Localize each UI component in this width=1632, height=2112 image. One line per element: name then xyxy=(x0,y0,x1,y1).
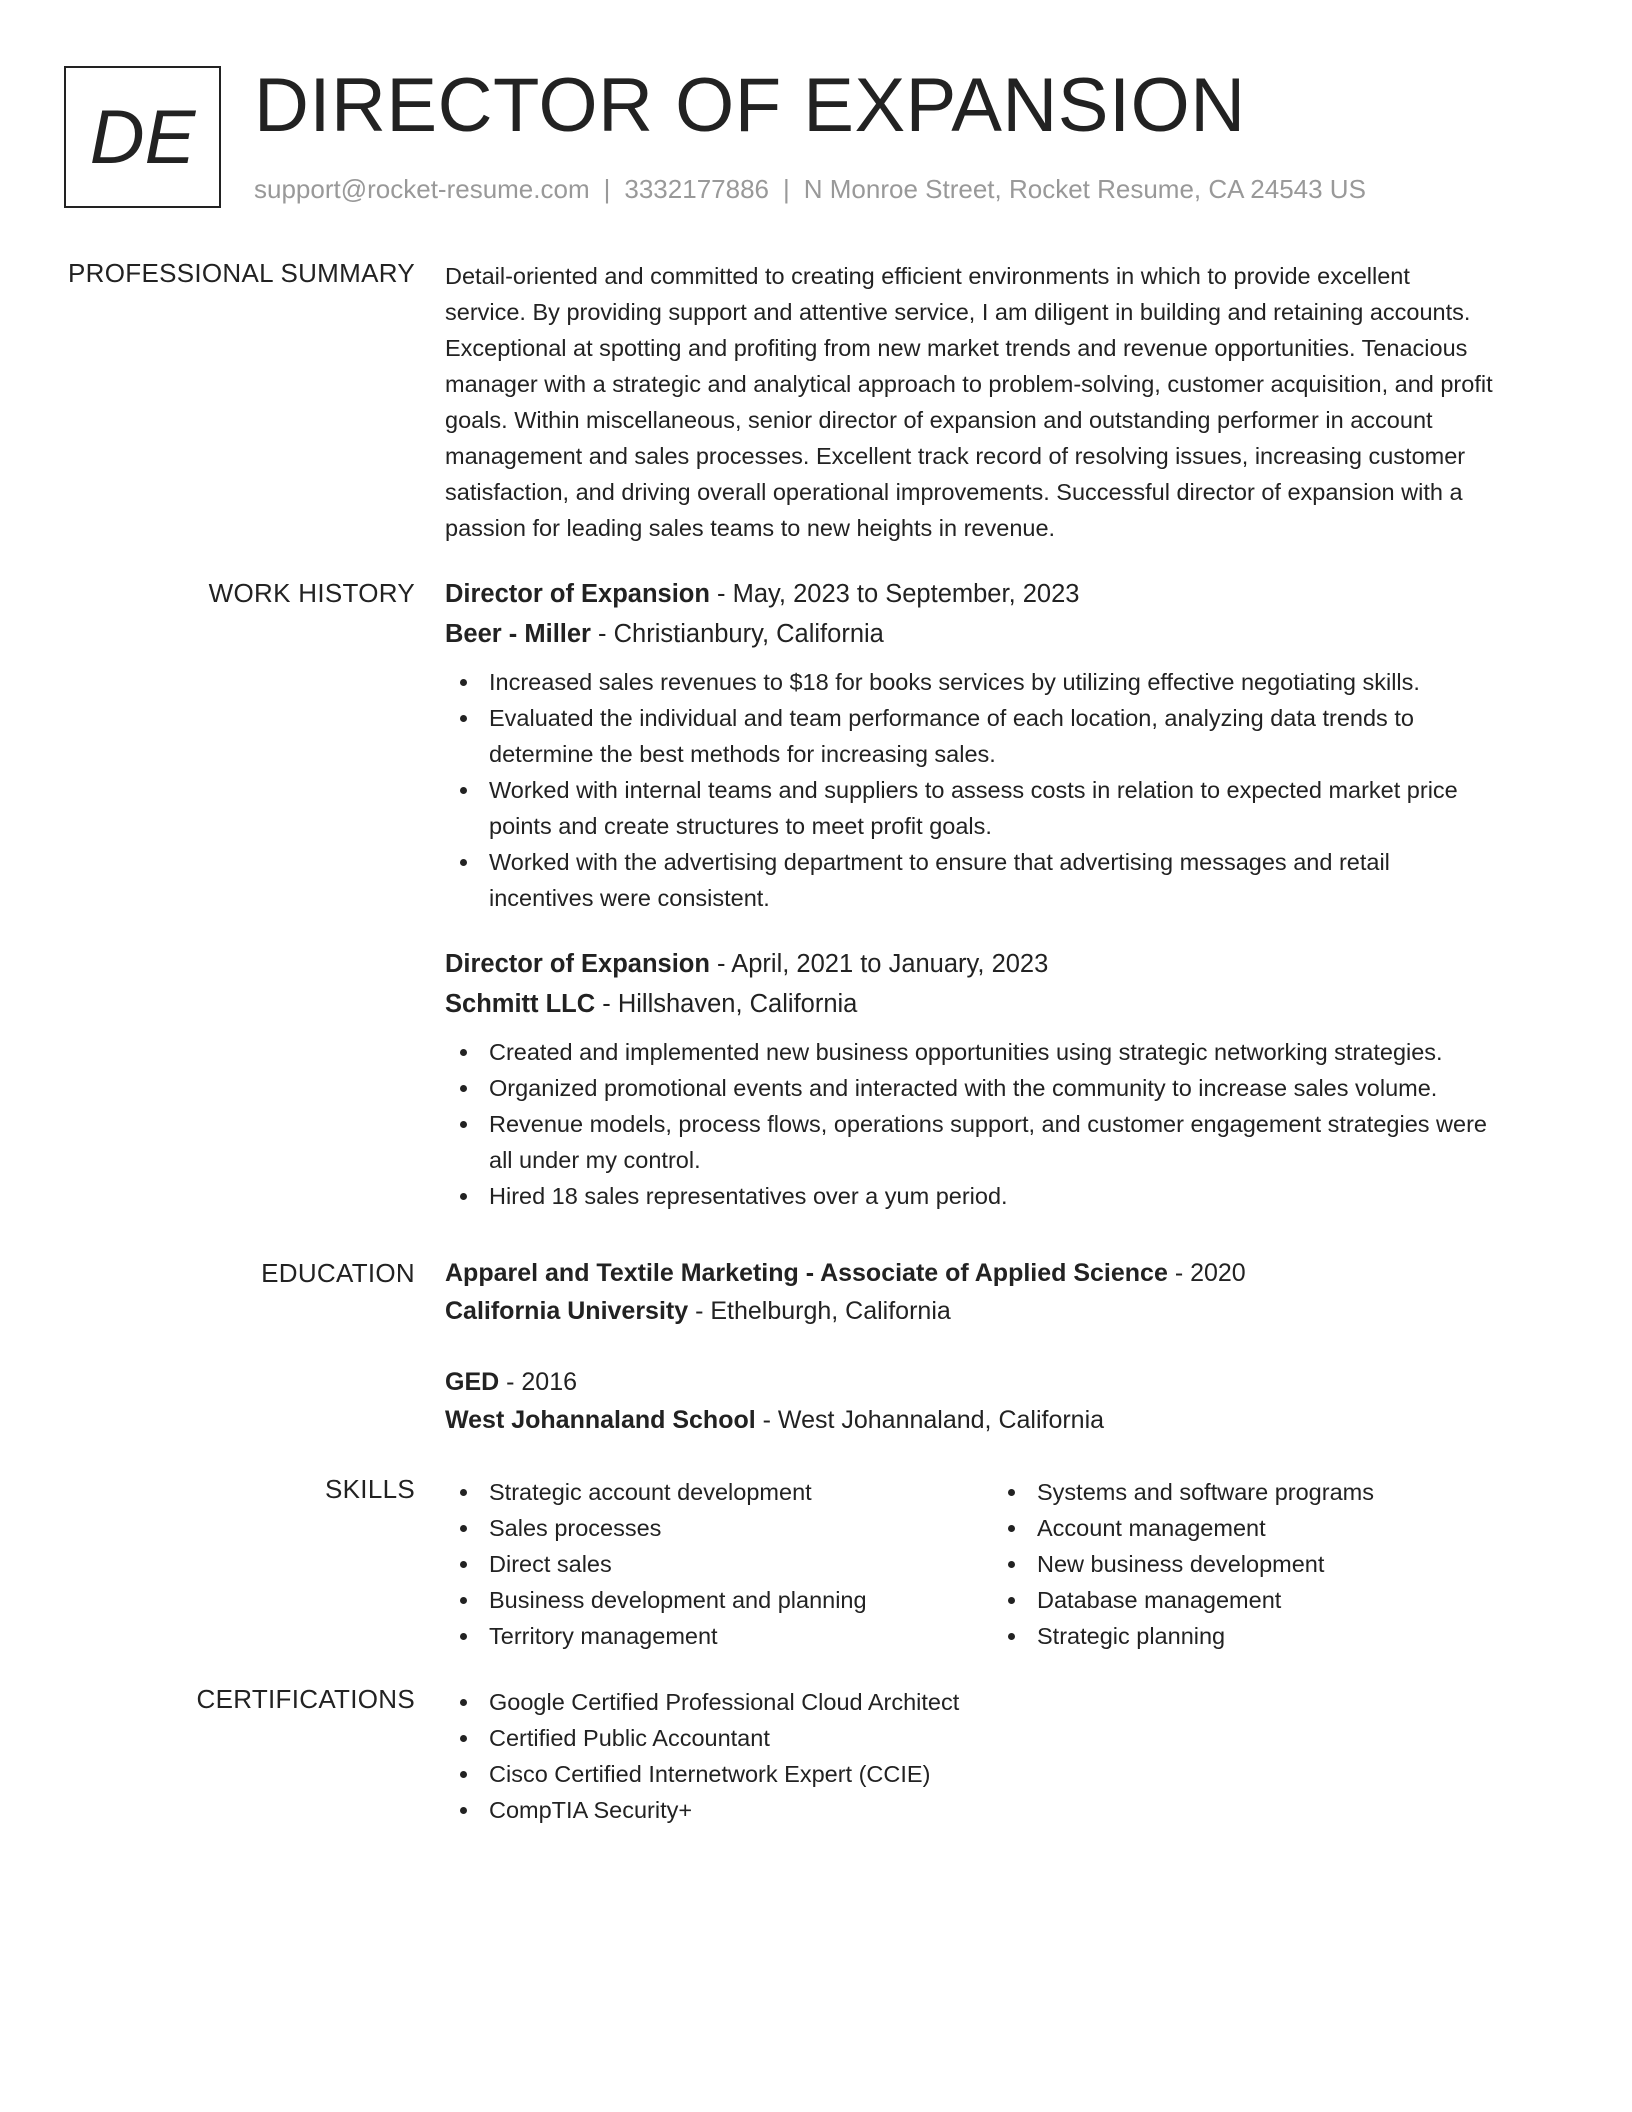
job-company: Schmitt LLC xyxy=(445,990,596,1018)
education-entry xyxy=(445,1363,1565,1439)
bullet-text: points and create structures to meet profit goals. xyxy=(489,813,992,839)
bullet-text: Created and implemented new business opportunities using strategic networking strategies. xyxy=(489,1039,1443,1065)
bullet-text: determine the best methods for increasing sales. xyxy=(489,741,996,767)
list-item: Strategic account development xyxy=(445,1474,993,1510)
summary-heading: PROFESSIONAL SUMMARY xyxy=(68,258,415,288)
summary-line: passion for leading sales teams to new heights in revenue. xyxy=(445,515,1056,541)
degree-line xyxy=(445,1254,1565,1292)
list-item xyxy=(445,1070,1565,1106)
certifications-body xyxy=(445,1684,1565,1828)
list-item: Business development and planning xyxy=(445,1582,993,1618)
contact-address: N Monroe Street, Rocket Resume, CA 24543 US xyxy=(803,174,1366,204)
list-item: Cisco Certified Internetwork Expert (CCIE) xyxy=(445,1756,1565,1792)
job-location: - Christianbury, California xyxy=(590,620,884,648)
skills-heading: SKILLS xyxy=(325,1474,415,1504)
list-item: Territory management xyxy=(445,1618,993,1654)
job-title: Director of Expansion xyxy=(445,950,710,978)
education-heading: EDUCATION xyxy=(261,1258,415,1288)
school: West Johannaland School xyxy=(445,1406,756,1434)
list-item: Sales processes xyxy=(445,1510,993,1546)
school-location: - West Johannaland, California xyxy=(755,1406,1105,1434)
summary-line: service. By providing support and attentive service, I am diligent in building and retaining accounts. xyxy=(445,299,1471,325)
work-history-body xyxy=(445,574,1565,1214)
resume-header xyxy=(64,63,1584,210)
education-entry xyxy=(445,1254,1565,1330)
bullet-text: Evaluated the individual and team performance of each location, analyzing data trends to xyxy=(489,705,1414,731)
work-history-heading: WORK HISTORY xyxy=(208,578,415,608)
job-company-line xyxy=(445,984,1565,1024)
skills-list-right xyxy=(993,1474,1541,1654)
job-title-line xyxy=(445,944,1565,984)
certifications-heading: CERTIFICATIONS xyxy=(196,1684,415,1714)
list-item xyxy=(445,664,1565,700)
monogram-logo: DE xyxy=(64,66,221,208)
list-item: Strategic planning xyxy=(993,1618,1541,1654)
bullet-text: Hired 18 sales representatives over a yum period. xyxy=(489,1183,1008,1209)
bullet-text: all under my control. xyxy=(489,1147,701,1173)
list-item: New business development xyxy=(993,1546,1541,1582)
page-title: DIRECTOR OF EXPANSION xyxy=(254,63,1246,148)
list-item xyxy=(445,700,1565,772)
school-line xyxy=(445,1401,1565,1439)
list-item: Account management xyxy=(993,1510,1541,1546)
summary-line: satisfaction, and driving overall operational improvements. Successful director of expansion with a xyxy=(445,479,1463,505)
job-title: Director of Expansion xyxy=(445,580,710,608)
job-entry xyxy=(445,944,1565,1214)
summary-line: Exceptional at spotting and profiting from new market trends and revenue opportunities. Tenacious xyxy=(445,335,1468,361)
certifications-list xyxy=(445,1684,1565,1828)
contact-separator: | xyxy=(603,174,611,204)
job-entry xyxy=(445,574,1565,916)
bullet-text: Organized promotional events and interacted with the community to increase sales volume. xyxy=(489,1075,1438,1101)
list-item xyxy=(445,1034,1565,1070)
degree-line xyxy=(445,1363,1565,1401)
list-item: Google Certified Professional Cloud Architect xyxy=(445,1684,1565,1720)
bullet-text: Increased sales revenues to $18 for books services by utilizing effective negotiating skills. xyxy=(489,669,1420,695)
summary-line: management and sales processes. Excellent track record of resolving issues, increasing customer xyxy=(445,443,1466,469)
summary-text xyxy=(445,258,1565,546)
degree: Apparel and Textile Marketing - Associate of Applied Science xyxy=(445,1259,1168,1287)
contact-separator: | xyxy=(783,174,790,204)
school-line xyxy=(445,1292,1565,1330)
list-item: CompTIA Security+ xyxy=(445,1792,1565,1828)
list-item xyxy=(445,1178,1565,1214)
list-item xyxy=(445,844,1565,916)
job-location: - Hillshaven, California xyxy=(595,990,858,1018)
bullet-text: Worked with the advertising department to ensure that advertising messages and retail xyxy=(489,849,1390,875)
list-item xyxy=(445,772,1565,844)
summary-line: goals. Within miscellaneous, senior director of expansion and outstanding performer in account xyxy=(445,407,1433,433)
school: California University xyxy=(445,1297,689,1325)
job-bullets xyxy=(445,1034,1565,1214)
list-item: Direct sales xyxy=(445,1546,993,1582)
list-item xyxy=(445,1106,1565,1178)
job-company: Beer - Miller xyxy=(445,620,591,648)
degree-year: - 2020 xyxy=(1167,1259,1246,1287)
job-bullets xyxy=(445,664,1565,916)
contact-line xyxy=(254,174,1366,205)
list-item: Systems and software programs xyxy=(993,1474,1541,1510)
bullet-text: Revenue models, process flows, operations support, and customer engagement strategies were xyxy=(489,1111,1487,1137)
degree-year: - 2016 xyxy=(499,1368,578,1396)
job-title-line xyxy=(445,574,1565,614)
summary-line: manager with a strategic and analytical approach to problem-solving, customer acquisition, and profit xyxy=(445,371,1493,397)
list-item: Certified Public Accountant xyxy=(445,1720,1565,1756)
bullet-text: incentives were consistent. xyxy=(489,885,770,911)
skills-list-left xyxy=(445,1474,993,1654)
job-company-line xyxy=(445,614,1565,654)
job-dates: - April, 2021 to January, 2023 xyxy=(709,950,1049,978)
skills-body xyxy=(445,1474,1565,1654)
school-location: - Ethelburgh, California xyxy=(688,1297,951,1325)
degree: GED xyxy=(445,1368,500,1396)
bullet-text: Worked with internal teams and suppliers to assess costs in relation to expected market price xyxy=(489,777,1458,803)
contact-email[interactable]: support@rocket-resume.com xyxy=(254,174,590,204)
list-item: Database management xyxy=(993,1582,1541,1618)
contact-phone[interactable]: 3332177886 xyxy=(624,174,769,204)
education-body xyxy=(445,1254,1565,1439)
summary-line: Detail-oriented and committed to creating efficient environments in which to provide excellent xyxy=(445,263,1410,289)
job-dates: - May, 2023 to September, 2023 xyxy=(709,580,1080,608)
